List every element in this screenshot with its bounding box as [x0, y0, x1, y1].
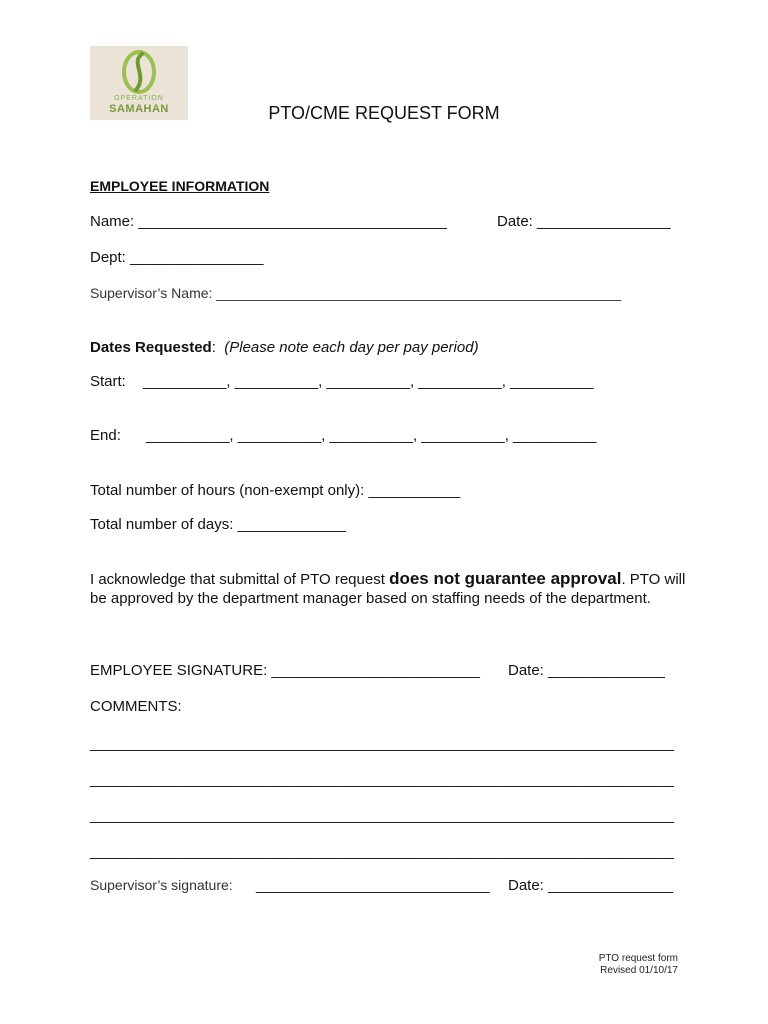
- logo-top-text: OPERATION: [114, 95, 164, 102]
- employee-signature-date-field[interactable]: Date: ______________: [508, 662, 665, 679]
- start-label: Start:: [90, 373, 126, 390]
- ack-part2: . PTO will be approved by the department manager based on staffing needs of the department.: [90, 571, 686, 607]
- ack-part1: I acknowledge that submittal of PTO request: [90, 571, 390, 588]
- end-label: End:: [90, 427, 121, 444]
- ack-emphasis: does not guarantee approval: [389, 569, 622, 588]
- dates-requested-row: [90, 339, 479, 356]
- total-hours-field[interactable]: Total number of hours (non-exempt only): ___________: [90, 482, 461, 499]
- supervisor-name-field[interactable]: Supervisor’s Name: ____________________________________________________: [90, 285, 622, 301]
- dates-requested-label: Dates Requested: [90, 339, 212, 356]
- comment-line[interactable]: ______________________________________________________________________: [90, 807, 674, 824]
- dates-requested-colon: :: [211, 339, 216, 356]
- dates-requested-note: (Please note each day per pay period): [224, 339, 479, 356]
- form-footer: [599, 953, 678, 977]
- logo-name: SAMAHAN: [109, 103, 169, 115]
- employee-signature-field[interactable]: EMPLOYEE SIGNATURE: _________________________: [90, 662, 480, 679]
- supervisor-signature-date-field[interactable]: Date: _______________: [508, 877, 674, 894]
- supervisor-signature-label: Supervisor’s signature:: [90, 877, 233, 893]
- comment-line[interactable]: ______________________________________________________________________: [90, 843, 674, 860]
- comment-line[interactable]: ______________________________________________________________________: [90, 771, 674, 788]
- footer-revision: Revised 01/10/17: [600, 965, 678, 976]
- comments-label: COMMENTS:: [90, 698, 182, 715]
- total-days-field[interactable]: Total number of days: _____________: [90, 516, 347, 533]
- name-field[interactable]: Name: _____________________________________: [90, 213, 448, 230]
- end-dates-field[interactable]: __________, __________, __________, __________, __________: [146, 427, 597, 444]
- start-dates-field[interactable]: __________, __________, __________, __________, __________: [143, 373, 594, 390]
- footer-form-name: PTO request form: [598, 953, 678, 964]
- dept-field[interactable]: Dept: ________________: [90, 249, 264, 266]
- employee-info-heading: EMPLOYEE INFORMATION: [90, 178, 270, 194]
- comment-line[interactable]: ______________________________________________________________________: [90, 735, 674, 752]
- acknowledgement-paragraph: [90, 569, 690, 608]
- form-title: PTO/CME REQUEST FORM: [268, 103, 500, 123]
- supervisor-signature-field[interactable]: ____________________________: [256, 877, 490, 894]
- date-field[interactable]: Date: ________________: [497, 213, 671, 230]
